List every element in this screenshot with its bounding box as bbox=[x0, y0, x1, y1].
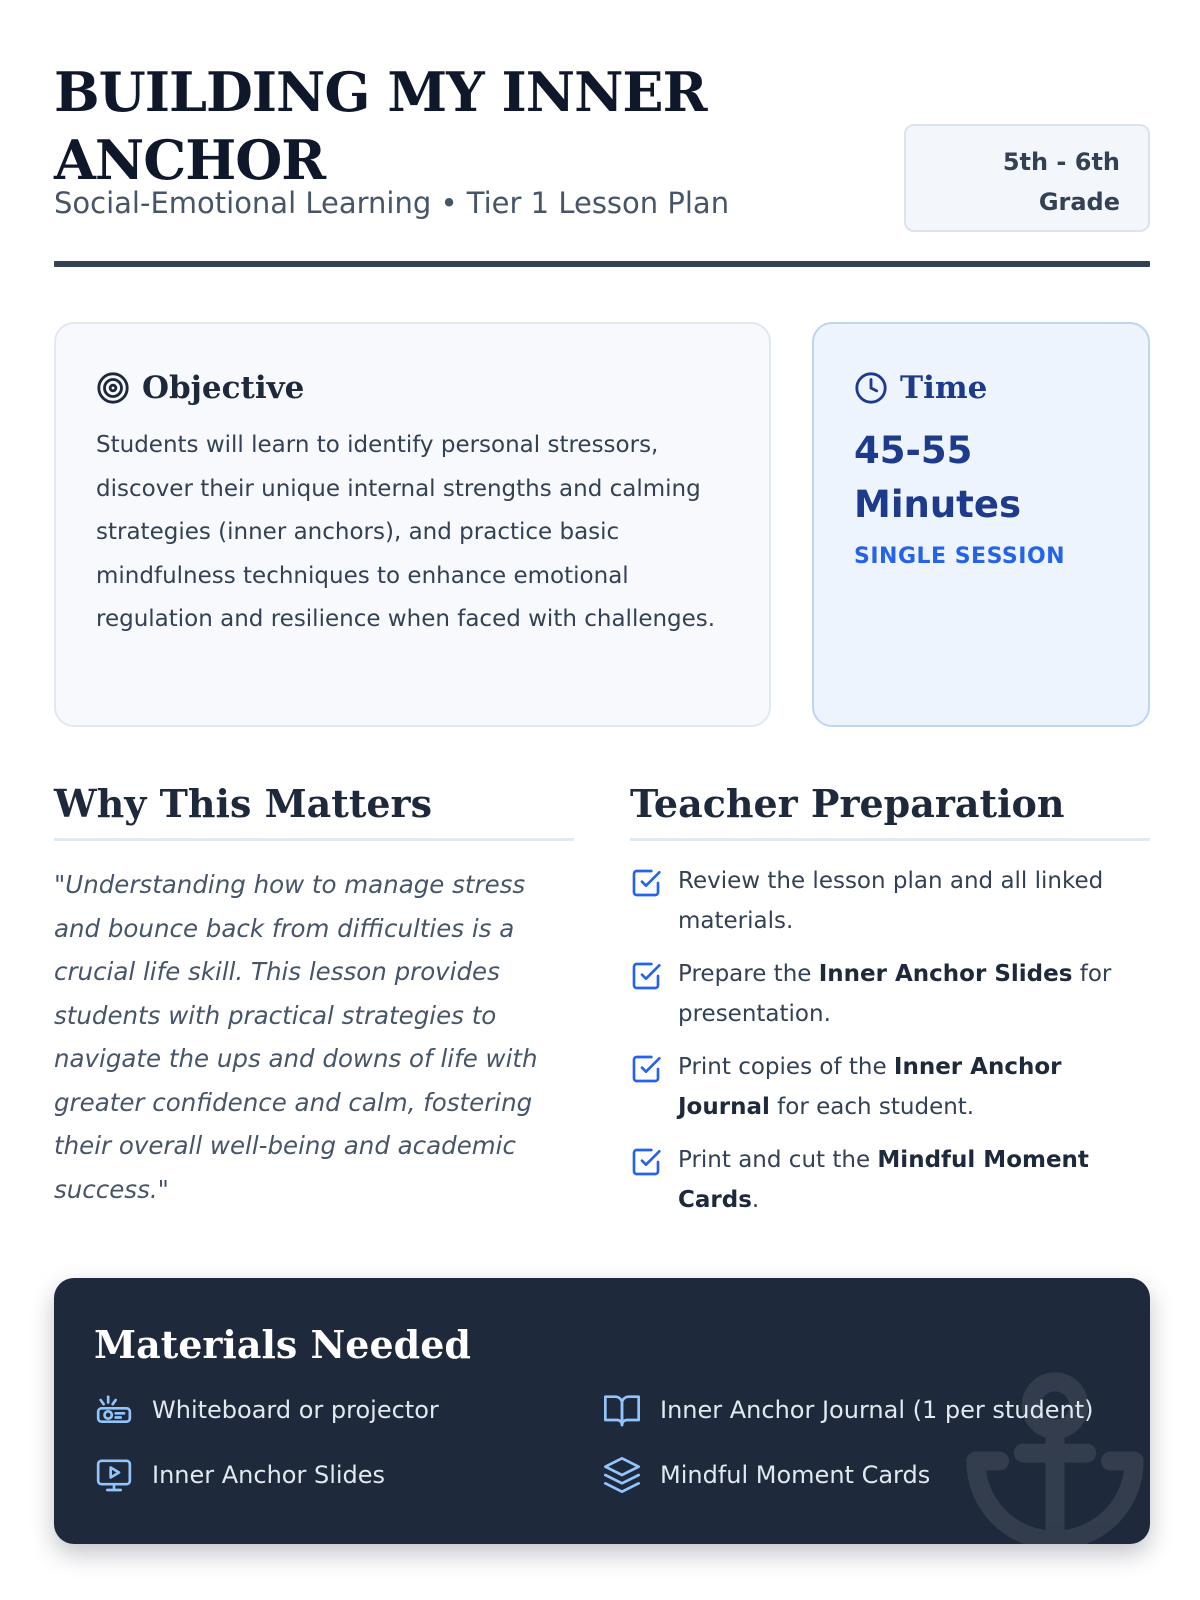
prep-item bbox=[630, 1047, 1150, 1127]
why-quote: "Understanding how to manage stress and bounce back from difficulties is a crucial life skill. This lesson provides students with practical strategies to navigate the ups and downs of life with greater confidence and calm, fostering their overall well-being and academic success." bbox=[54, 870, 538, 1204]
objective-card bbox=[54, 322, 771, 727]
prep-item-bold: Inner Anchor Journal bbox=[678, 1054, 1062, 1120]
prep-section bbox=[630, 780, 1150, 1233]
prep-item-text-end: for each student. bbox=[769, 1094, 975, 1120]
clock-icon bbox=[854, 371, 888, 405]
material-label: Inner Anchor Slides bbox=[152, 1461, 386, 1489]
time-card bbox=[812, 322, 1150, 727]
prep-heading: Teacher Preparation bbox=[630, 780, 1150, 841]
page-subtitle: Social-Emotional Learning • Tier 1 Lesson Plan bbox=[54, 186, 730, 220]
page-title: BUILDING MY INNER ANCHOR bbox=[54, 60, 707, 192]
prep-item-text-end: . bbox=[751, 1187, 760, 1213]
prep-item-text: Review the lesson plan and all linked materials. bbox=[678, 868, 1104, 934]
prep-item bbox=[630, 954, 1150, 1034]
material-item bbox=[94, 1455, 385, 1495]
book-icon bbox=[602, 1390, 642, 1430]
why-section bbox=[54, 780, 574, 1211]
grade-range: 5th - 6th bbox=[1002, 148, 1120, 176]
grade-label: Grade bbox=[1038, 188, 1120, 216]
time-heading: Time bbox=[900, 370, 988, 406]
prep-list bbox=[630, 861, 1150, 1220]
material-item bbox=[602, 1455, 930, 1495]
material-label: Inner Anchor Journal (1 per student) bbox=[660, 1396, 1094, 1424]
presentation-icon bbox=[94, 1455, 134, 1495]
objective-text: Students will learn to identify personal stressors, discover their unique internal strengths and calming strategies (inner anchors), and practice basic mindfulness techniques to enhance emotional regulation and resilience when faced with challenges. bbox=[96, 432, 716, 632]
layers-icon bbox=[602, 1455, 642, 1495]
prep-item bbox=[630, 861, 1150, 941]
prep-item-bold: Mindful Moment Cards bbox=[678, 1147, 1089, 1213]
prep-item bbox=[630, 1140, 1150, 1220]
why-heading: Why This Matters bbox=[54, 780, 574, 841]
prep-item-text: Prepare the bbox=[678, 961, 819, 987]
material-label: Whiteboard or projector bbox=[152, 1396, 439, 1424]
prep-item-text: Print and cut the bbox=[678, 1147, 878, 1173]
header bbox=[54, 58, 1150, 268]
projector-icon bbox=[94, 1390, 134, 1430]
materials-heading: Materials Needed bbox=[94, 1322, 471, 1367]
checkbox-checked-icon bbox=[630, 960, 662, 992]
material-item bbox=[94, 1390, 439, 1430]
checkbox-checked-icon bbox=[630, 867, 662, 899]
header-divider bbox=[54, 261, 1150, 267]
checkbox-checked-icon bbox=[630, 1053, 662, 1085]
materials-panel bbox=[54, 1278, 1150, 1544]
objective-heading: Objective bbox=[142, 370, 305, 406]
material-item bbox=[602, 1390, 1093, 1430]
grade-badge bbox=[904, 124, 1150, 232]
time-value: 45-55 Minutes bbox=[854, 429, 1021, 526]
prep-item-text: Print copies of the bbox=[678, 1054, 894, 1080]
time-subtext: SINGLE SESSION bbox=[854, 544, 1066, 569]
material-label: Mindful Moment Cards bbox=[660, 1461, 931, 1489]
prep-item-text-end: for presentation. bbox=[678, 961, 1112, 1027]
checkbox-checked-icon bbox=[630, 1146, 662, 1178]
lesson-plan-page bbox=[54, 0, 1150, 1600]
target-icon bbox=[96, 371, 130, 405]
prep-item-bold: Inner Anchor Slides bbox=[818, 961, 1073, 987]
